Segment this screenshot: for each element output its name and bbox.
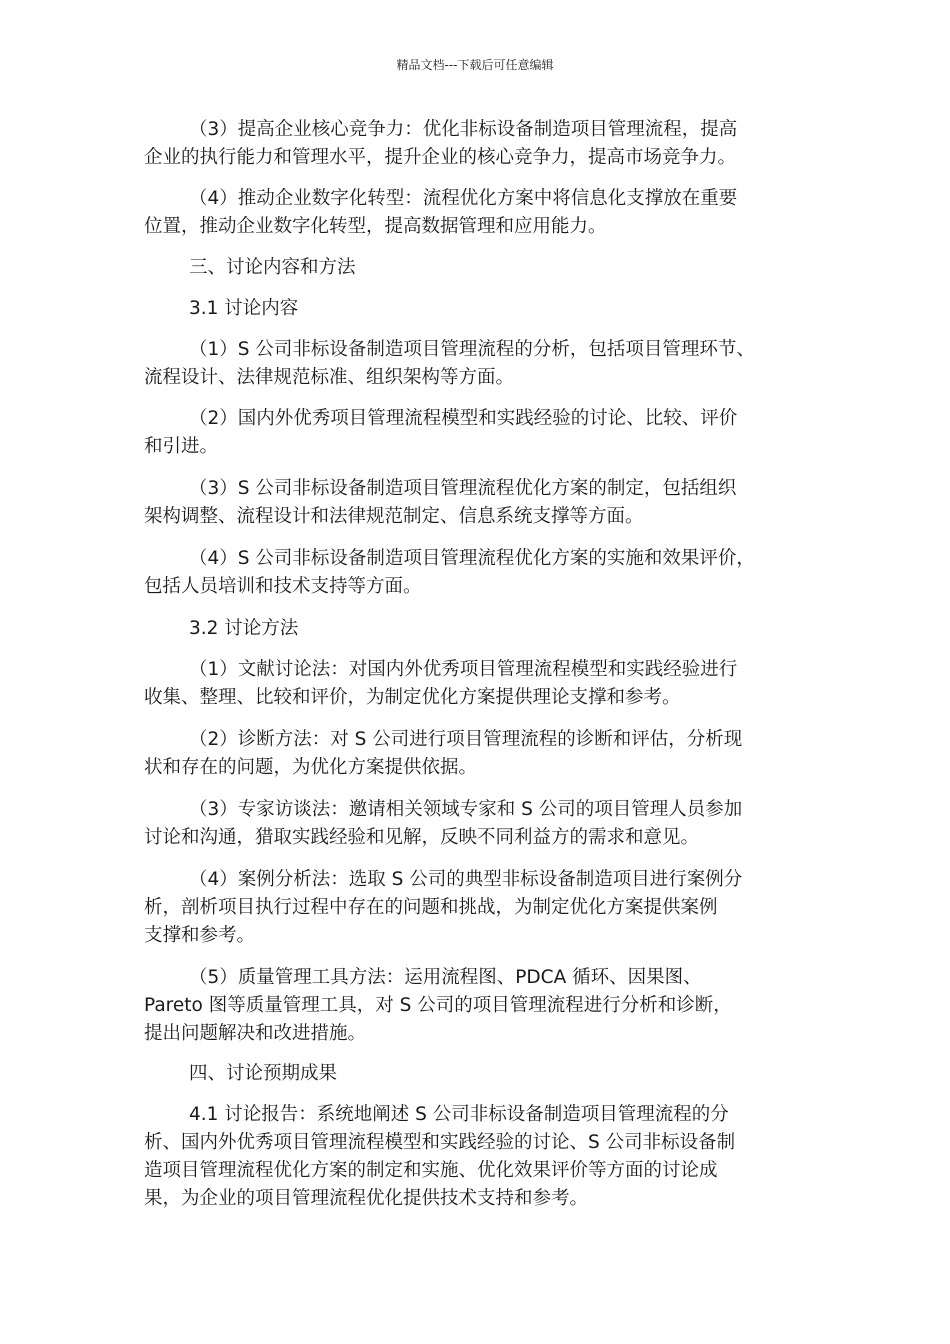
paragraph (144, 336, 814, 392)
text-line: （4）案例分析法：选取 S 公司的典型非标设备制造项目进行案例分 (189, 869, 743, 890)
text-line: 位置，推动企业数字化转型，提高数据管理和应用能力。 (144, 216, 607, 237)
text-line: （2）国内外优秀项目管理流程模型和实践经验的讨论、比较、评价 (189, 408, 738, 429)
text-line: 析、国内外优秀项目管理流程模型和实践经验的讨论、S 公司非标设备制 (144, 1132, 736, 1153)
text-line: （2）诊断方法：对 S 公司进行项目管理流程的诊断和评估，分析现 (189, 729, 743, 750)
text-line: （5）质量管理工具方法：运用流程图、PDCA 循环、因果图、 (189, 967, 702, 988)
text-line: 企业的执行能力和管理水平，提升企业的核心竞争力，提高市场竞争力。 (144, 147, 737, 168)
section-heading (144, 1060, 814, 1088)
text-line: 三、讨论内容和方法 (189, 257, 356, 278)
section-heading (144, 254, 814, 282)
paragraph (144, 185, 814, 241)
text-line: 流程设计、法律规范标准、组织架构等方面。 (144, 367, 515, 388)
paragraph (144, 405, 814, 461)
text-line: （1）S 公司非标设备制造项目管理流程的分析，包括项目管理环节、 (189, 339, 755, 360)
text-line: （4）推动企业数字化转型：流程优化方案中将信息化支撑放在重要 (189, 188, 738, 209)
text-line: （4）S 公司非标设备制造项目管理流程优化方案的实施和效果评价， (189, 548, 755, 569)
text-line: 架构调整、流程设计和法律规范制定、信息系统支撑等方面。 (144, 506, 644, 527)
text-line: （3）提高企业核心竞争力：优化非标设备制造项目管理流程，提高 (189, 119, 738, 140)
page-header: 精品文档---下载后可任意编辑 (396, 58, 554, 72)
text-line: 4.1 讨论报告：系统地阐述 S 公司非标设备制造项目管理流程的分 (189, 1104, 729, 1125)
text-line: 析，剖析项目执行过程中存在的问题和挑战，为制定优化方案提供案例 (144, 897, 718, 918)
text-line: 四、讨论预期成果 (189, 1063, 338, 1084)
text-line: Pareto 图等质量管理工具，对 S 公司的项目管理流程进行分析和诊断， (144, 995, 732, 1016)
paragraph (144, 726, 814, 782)
text-line: 造项目管理流程优化方案的制定和实施、优化效果评价等方面的讨论成 (144, 1160, 718, 1181)
paragraph (144, 796, 814, 852)
text-line: 支撑和参考。 (144, 925, 256, 946)
paragraph (144, 656, 814, 712)
text-line: 包括人员培训和技术支持等方面。 (144, 576, 422, 597)
text-line: 讨论和沟通，猎取实践经验和见解，反映不同利益方的需求和意见。 (144, 827, 700, 848)
text-line: 果，为企业的项目管理流程优化提供技术支持和参考。 (144, 1188, 589, 1209)
text-line: 3.2 讨论方法 (189, 618, 299, 639)
text-line: 收集、整理、比较和评价，为制定优化方案提供理论支撑和参考。 (144, 687, 681, 708)
section-heading (144, 615, 814, 643)
paragraph (144, 1101, 814, 1213)
section-heading (144, 295, 814, 323)
text-line: （1）文献讨论法：对国内外优秀项目管理流程模型和实践经验进行 (189, 659, 738, 680)
paragraph (144, 116, 814, 172)
paragraph (144, 475, 814, 531)
text-line: 3.1 讨论内容 (189, 298, 299, 319)
text-line: 状和存在的问题，为优化方案提供依据。 (144, 757, 478, 778)
text-line: 和引进。 (144, 436, 219, 457)
paragraph (144, 964, 814, 1048)
paragraph (144, 866, 814, 950)
paragraph (144, 545, 814, 601)
text-line: （3）S 公司非标设备制造项目管理流程优化方案的制定，包括组织 (189, 478, 737, 499)
text-line: 提出问题解决和改进措施。 (144, 1023, 367, 1044)
document-body (144, 116, 814, 1213)
text-line: （3）专家访谈法：邀请相关领域专家和 S 公司的项目管理人员参加 (189, 799, 743, 820)
